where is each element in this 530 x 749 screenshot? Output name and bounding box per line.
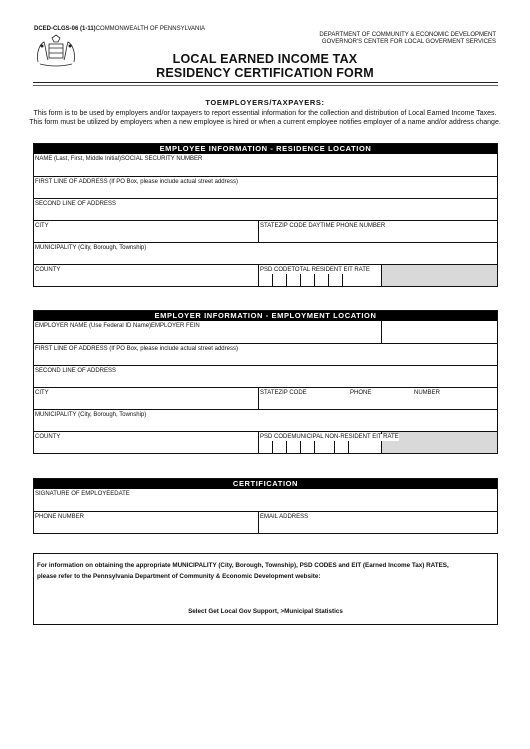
form-title-line-1: LOCAL EARNED INCOME TAX: [172, 52, 358, 66]
dept-line-2: GOVERNOR'S CENTER FOR LOCAL GOVERMENT SERVICES: [321, 39, 496, 45]
psd-digit-box[interactable]: [286, 440, 287, 453]
employer-name-fein-label: EMPLOYER NAME (Use Federal ID Name)EMPLOYER FEIN: [35, 323, 200, 329]
employer-address2-label: SECOND LINE OF ADDRESS: [35, 368, 117, 374]
employee-section-title: EMPLOYEE INFORMATION - RESIDENCE LOCATION: [34, 144, 497, 154]
email-address-label: EMAIL ADDRESS: [260, 514, 309, 520]
intro-line-2: This form must be utilized by employers when a new employee is hired or when a current employee notifies employer of a name and/or address change.: [29, 119, 501, 126]
divider: [258, 512, 259, 533]
divider: [258, 432, 259, 453]
psd-digit-box[interactable]: [334, 440, 335, 453]
form-code: DCED-CLGS-06 (1-11)COMMONWEALTH OF PENNSYLVANIA: [34, 26, 206, 32]
contact-row[interactable]: [34, 511, 497, 533]
employee-county-row[interactable]: [34, 264, 497, 286]
employer-city-label: CITY: [35, 390, 49, 396]
divider: [258, 388, 259, 409]
employer-county-label: COUNTY: [35, 434, 61, 440]
divider: [258, 221, 259, 242]
phone-number-label: PHONE NUMBER: [35, 514, 85, 520]
department-header: [319, 32, 496, 46]
psd-digit-box[interactable]: [328, 273, 329, 286]
header-rule-thin: [33, 85, 498, 86]
psd-digit-box[interactable]: [286, 273, 287, 286]
psd-digit-box[interactable]: [342, 273, 343, 286]
divider: [381, 321, 382, 343]
psd-digit-box[interactable]: [272, 440, 273, 453]
employer-section-title: EMPLOYER INFORMATION - EMPLOYMENT LOCATION: [34, 311, 497, 321]
employee-section: [33, 143, 498, 287]
certification-section: [33, 478, 498, 534]
divider: [258, 265, 259, 286]
info-line-3: Select Get Local Gov Support, >Municipal Statistics: [188, 608, 343, 615]
eit-rate-shaded-field[interactable]: [381, 265, 497, 286]
signature-row[interactable]: [34, 489, 497, 511]
psd-digit-box[interactable]: [314, 440, 315, 453]
info-line-2: please refer to the Pennsylvania Department of Community & Economic Development website:: [37, 573, 321, 580]
employer-psd-rate-label: PSD CODEMUNICIPAL NON-RESIDENT EIT RATE: [260, 434, 399, 440]
employer-address2-row[interactable]: [34, 365, 497, 387]
psd-digit-box[interactable]: [314, 273, 315, 286]
employer-address1-label: FIRST LINE OF ADDRESS (If PO Box, please include actual street address): [35, 346, 238, 352]
employer-municipality-label: MUNICIPALITY (City, Borough, Township): [35, 412, 147, 418]
header-rule: [33, 82, 498, 83]
psd-digit-box[interactable]: [348, 440, 349, 453]
employee-city-row[interactable]: [34, 220, 497, 242]
employer-municipality-row[interactable]: [34, 409, 497, 431]
psd-digit-box[interactable]: [272, 273, 273, 286]
certification-section-title: CERTIFICATION: [34, 479, 497, 489]
employee-state-zip-phone-label: STATEZIP CODE DAYTIME PHONE NUMBER: [260, 223, 386, 229]
psd-digit-box[interactable]: [300, 440, 301, 453]
employee-name-row[interactable]: [34, 154, 497, 176]
info-line-1: For information on obtaining the appropriate MUNICIPALITY (City, Borough, Township), PSD CODES and EIT (Earned Income Tax) RATES,: [37, 562, 449, 569]
employee-city-label: CITY: [35, 223, 49, 229]
employer-name-row[interactable]: [34, 321, 497, 343]
employer-city-row[interactable]: [34, 387, 497, 409]
employer-county-row[interactable]: [34, 431, 497, 453]
employer-phone-label: PHONE: [350, 390, 372, 396]
form-title-line-2: RESIDENCY CERTIFICATION FORM: [156, 66, 374, 80]
employee-address1-row[interactable]: [34, 176, 497, 198]
employer-address1-row[interactable]: [34, 343, 497, 365]
dept-line-1: DEPARTMENT OF COMMUNITY & ECONOMIC DEVELOPMENT: [319, 32, 496, 38]
intro-heading: TOEMPLOYERS/TAXPAYERS:: [205, 98, 325, 107]
employee-name-ssn-label: NAME (Last, First, Middle Initial)SOCIAL SECURITY NUMBER: [35, 156, 203, 162]
employee-municipality-row[interactable]: [34, 242, 497, 264]
employee-county-label: COUNTY: [35, 267, 61, 273]
info-box: [33, 553, 498, 625]
employer-section: [33, 310, 498, 454]
employee-address1-label: FIRST LINE OF ADDRESS (If PO Box, please include actual street address): [35, 179, 238, 185]
employee-address2-label: SECOND LINE OF ADDRESS: [35, 201, 117, 207]
employer-state-zip-label: STATEZIP CODE: [260, 390, 307, 396]
employer-number-label: NUMBER: [414, 390, 441, 396]
intro-line-1: This form is to be used by employers and/or taxpayers to report essential information for the collection and distribution of Local Earned Income Taxes.: [33, 110, 497, 117]
signature-date-label: SIGNATURE OF EMPLOYEEDATE: [35, 491, 130, 497]
employee-psd-rate-label: PSD CODETOTAL RESIDENT EIT RATE: [260, 267, 370, 273]
commonwealth-label: COMMONWEALTH OF PENNSYLVANIA: [95, 26, 206, 32]
psd-digit-box[interactable]: [300, 273, 301, 286]
employee-address2-row[interactable]: [34, 198, 497, 220]
employee-municipality-label: MUNICIPALITY (City, Borough, Township): [35, 245, 147, 251]
